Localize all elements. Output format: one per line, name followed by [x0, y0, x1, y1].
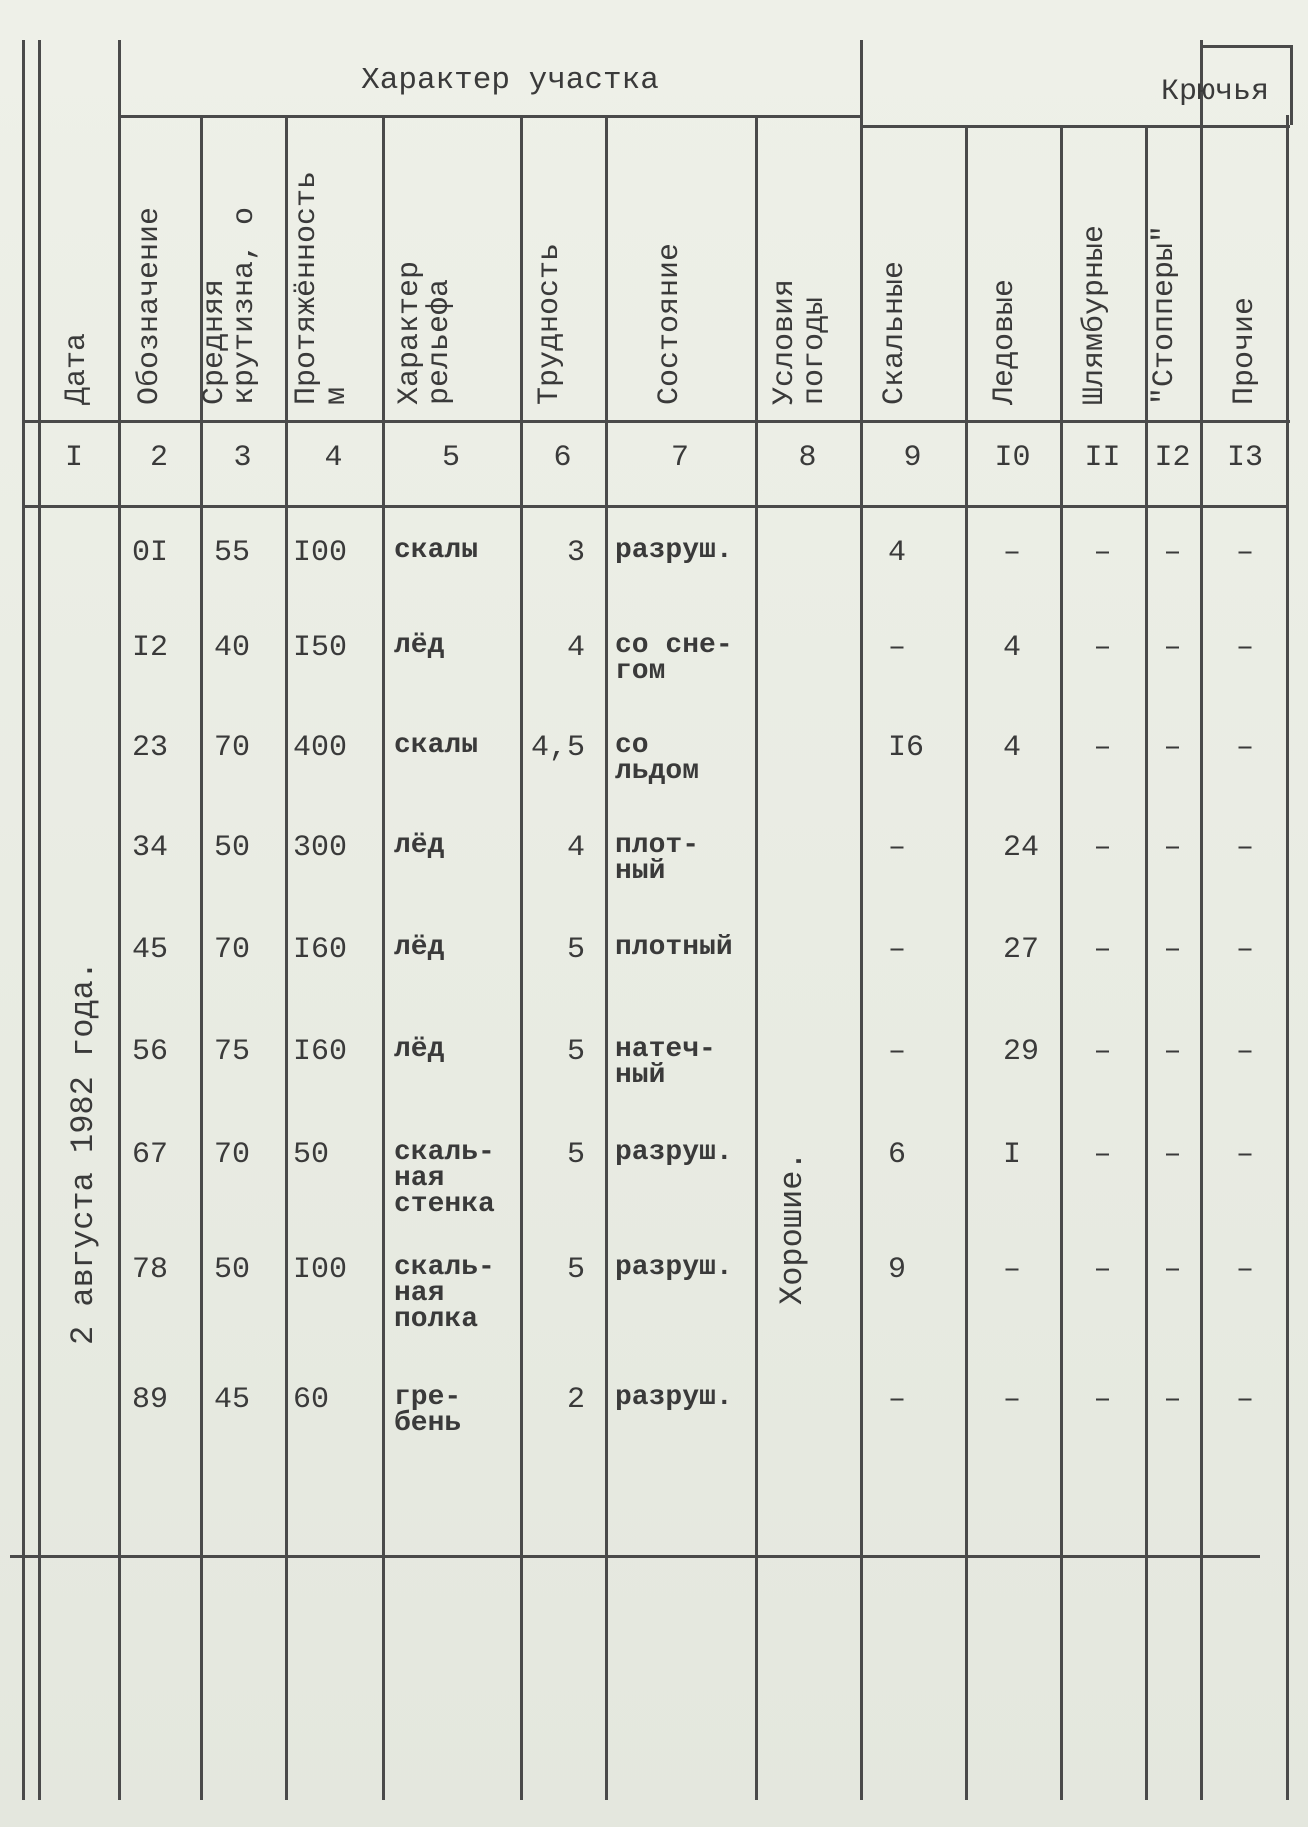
cell-sost: натеч- ный: [615, 1034, 716, 1091]
grid-vline: [755, 115, 758, 1800]
cell-krut: 45: [214, 1383, 251, 1417]
cell-relief: лёд: [394, 932, 445, 963]
cell-oboz: 89: [132, 1383, 169, 1417]
cell-stop: –: [1163, 731, 1182, 765]
cell-prot: I00: [293, 1253, 348, 1287]
cell-sost: со сне- гом: [615, 630, 733, 687]
cell-sost: со льдом: [615, 730, 700, 787]
cell-proch: –: [1235, 1383, 1254, 1417]
col-number: II: [1084, 441, 1121, 475]
cell-krut: 40: [214, 631, 251, 665]
col-number: I: [64, 441, 83, 475]
grid-hline: [22, 420, 1290, 423]
col-header-shl: Шлямбурные: [1078, 224, 1112, 405]
col-number: 6: [553, 441, 572, 475]
cell-relief: скалы: [394, 730, 479, 761]
cell-krut: 70: [214, 933, 251, 967]
cell-skal: –: [888, 1035, 907, 1069]
cell-stop: –: [1163, 1253, 1182, 1287]
grid-vline: [22, 40, 25, 1800]
cell-krut: 55: [214, 536, 251, 570]
cell-prot: I50: [293, 631, 348, 665]
cell-proch: –: [1235, 1138, 1254, 1172]
col-number: 7: [670, 441, 689, 475]
cell-sost: разруш.: [615, 1137, 733, 1168]
cell-krut: 70: [214, 731, 251, 765]
cell-stop: –: [1163, 831, 1182, 865]
grid-vline: [118, 40, 121, 1800]
cell-skal: –: [888, 831, 907, 865]
cell-krut: 50: [214, 1253, 251, 1287]
cell-trud: 3: [566, 536, 585, 570]
cell-krut: 70: [214, 1138, 251, 1172]
group-title: Характер участка: [361, 63, 659, 98]
grid-vline: [38, 40, 41, 1800]
cell-skal: –: [888, 631, 907, 665]
cell-trud: 5: [566, 1035, 585, 1069]
cell-oboz: I2: [132, 631, 169, 665]
cell-stop: –: [1163, 631, 1182, 665]
cell-trud: 4: [566, 831, 585, 865]
grid-vline: [860, 40, 863, 1800]
cell-relief: скаль- ная стенка: [394, 1137, 495, 1220]
cell-stop: –: [1163, 1383, 1182, 1417]
col-number: 9: [903, 441, 922, 475]
cell-sost: разруш.: [615, 1382, 733, 1413]
cell-proch: –: [1235, 1253, 1254, 1287]
col-header-skal: Скальные: [878, 260, 912, 405]
cell-trud: 4,5: [530, 731, 585, 765]
grid-vline: [1290, 45, 1293, 125]
cell-led: 4: [1003, 731, 1022, 765]
cell-relief: лёд: [394, 1034, 445, 1065]
cell-shl: –: [1093, 731, 1112, 765]
cell-led: –: [1003, 1383, 1022, 1417]
cell-led: –: [1003, 1253, 1022, 1287]
cell-stop: –: [1163, 1035, 1182, 1069]
cell-proch: –: [1235, 731, 1254, 765]
cell-skal: I6: [888, 731, 925, 765]
cell-prot: I00: [293, 536, 348, 570]
cell-relief: лёд: [394, 830, 445, 861]
cell-oboz: 78: [132, 1253, 169, 1287]
cell-shl: –: [1093, 1383, 1112, 1417]
cell-oboz: 56: [132, 1035, 169, 1069]
cell-oboz: 34: [132, 831, 169, 865]
cell-skal: 4: [888, 536, 907, 570]
cell-led: 24: [1003, 831, 1040, 865]
cell-shl: –: [1093, 1138, 1112, 1172]
cell-oboz: 67: [132, 1138, 169, 1172]
cell-krut: 75: [214, 1035, 251, 1069]
cell-proch: –: [1235, 831, 1254, 865]
cell-shl: –: [1093, 536, 1112, 570]
col-number: I2: [1154, 441, 1191, 475]
cell-relief: гре- бень: [394, 1382, 462, 1439]
cell-relief: скалы: [394, 535, 479, 566]
cell-led: 29: [1003, 1035, 1040, 1069]
cell-sost: разруш.: [615, 1252, 733, 1283]
cell-led: 27: [1003, 933, 1040, 967]
date-cell: 2 августа 1982 года.: [65, 960, 102, 1345]
cell-oboz: 23: [132, 731, 169, 765]
grid-hline: [10, 1555, 1260, 1558]
cell-led: I: [1003, 1138, 1022, 1172]
cell-prot: 50: [293, 1138, 330, 1172]
col-number: I3: [1226, 441, 1263, 475]
cell-sost: плотный: [615, 932, 733, 963]
cell-led: 4: [1003, 631, 1022, 665]
col-header-sost: Состояние: [653, 242, 687, 405]
cell-proch: –: [1235, 536, 1254, 570]
col-header-date: Дата: [60, 332, 94, 405]
grid-hline: [1200, 45, 1290, 48]
cell-trud: 4: [566, 631, 585, 665]
cell-skal: –: [888, 933, 907, 967]
col-header-relief: Характер рельефа: [393, 260, 457, 405]
col-number: I0: [994, 441, 1031, 475]
col-header-led: Ледовые: [988, 278, 1022, 405]
cell-oboz: 0I: [132, 536, 169, 570]
cell-trud: 5: [566, 933, 585, 967]
cell-prot: 60: [293, 1383, 330, 1417]
cell-relief: скаль- ная полка: [394, 1252, 495, 1335]
cell-proch: –: [1235, 631, 1254, 665]
cell-skal: –: [888, 1383, 907, 1417]
cell-prot: 300: [293, 831, 348, 865]
cell-stop: –: [1163, 933, 1182, 967]
cell-shl: –: [1093, 933, 1112, 967]
cell-prot: 400: [293, 731, 348, 765]
col-number: 2: [149, 441, 168, 475]
cell-sost: плот- ный: [615, 830, 700, 887]
col-header-krut: Средняя крутизна, о: [198, 206, 262, 405]
cell-trud: 2: [566, 1383, 585, 1417]
weather-cell: Хорошие.: [774, 1151, 811, 1305]
cell-prot: I60: [293, 933, 348, 967]
cell-skal: 6: [888, 1138, 907, 1172]
cell-shl: –: [1093, 1253, 1112, 1287]
col-header-pogoda: Условия погоды: [768, 278, 832, 405]
grid-hline: [22, 505, 1286, 508]
cell-trud: 5: [566, 1138, 585, 1172]
col-header-stop: "Стопперы": [1148, 224, 1182, 405]
cell-relief: лёд: [394, 630, 445, 661]
cell-stop: –: [1163, 536, 1182, 570]
col-number: 8: [798, 441, 817, 475]
cell-shl: –: [1093, 1035, 1112, 1069]
col-header-prot: Протяжённость м: [290, 170, 354, 405]
col-header-proch: Прочие: [1228, 296, 1262, 405]
grid-hline: [118, 115, 860, 118]
grid-vline: [1200, 40, 1203, 1800]
cell-sost: разруш.: [615, 535, 733, 566]
cell-krut: 50: [214, 831, 251, 865]
col-header-trud: Трудность: [533, 242, 567, 405]
col-number: 3: [233, 441, 252, 475]
cell-proch: –: [1235, 1035, 1254, 1069]
hooks-title: Крючья: [1160, 75, 1270, 109]
cell-trud: 5: [566, 1253, 585, 1287]
col-header-oboz: Обозначение: [133, 206, 167, 405]
grid-hline: [860, 125, 1290, 128]
cell-proch: –: [1235, 933, 1254, 967]
cell-oboz: 45: [132, 933, 169, 967]
cell-shl: –: [1093, 831, 1112, 865]
cell-led: –: [1003, 536, 1022, 570]
cell-shl: –: [1093, 631, 1112, 665]
col-number: 4: [324, 441, 343, 475]
cell-stop: –: [1163, 1138, 1182, 1172]
cell-skal: 9: [888, 1253, 907, 1287]
cell-prot: I60: [293, 1035, 348, 1069]
col-number: 5: [441, 441, 460, 475]
